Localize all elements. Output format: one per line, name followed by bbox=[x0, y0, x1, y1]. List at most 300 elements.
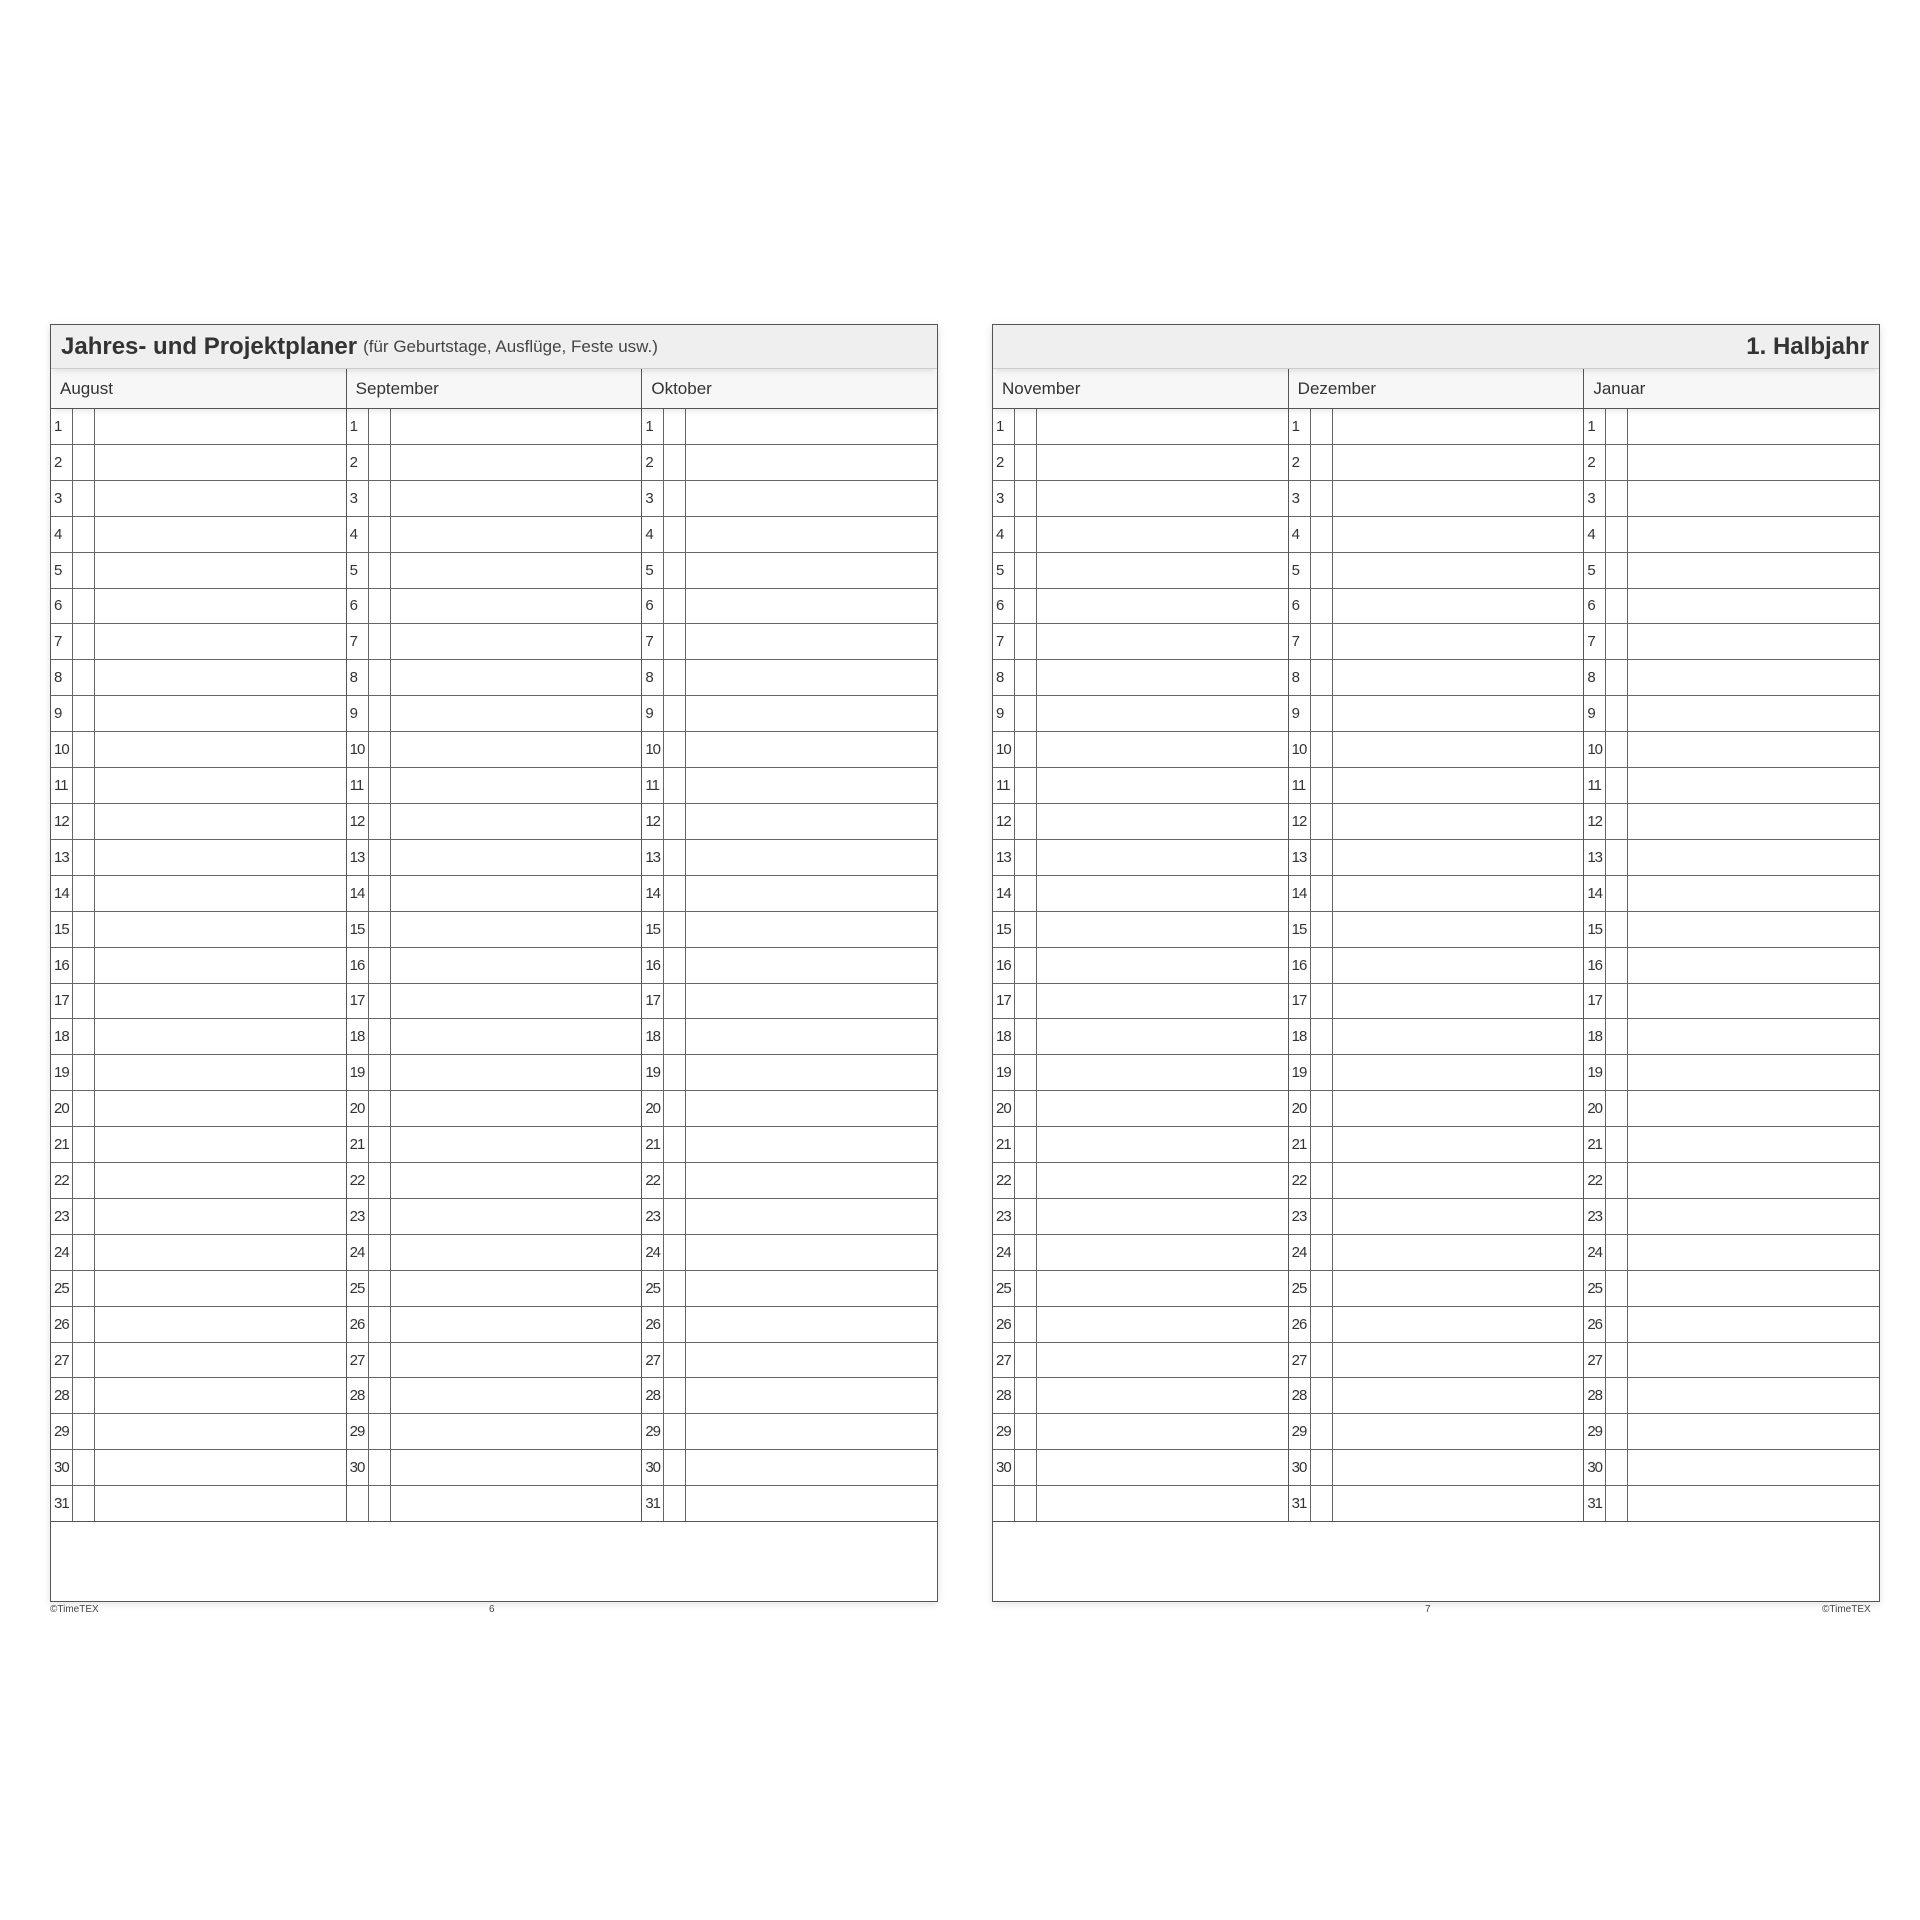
entry-cell[interactable] bbox=[1037, 660, 1288, 695]
entry-cell[interactable] bbox=[95, 1271, 346, 1306]
entry-cell[interactable] bbox=[1628, 1486, 1879, 1521]
weekday-cell[interactable] bbox=[73, 1055, 95, 1090]
weekday-cell[interactable] bbox=[664, 768, 686, 803]
entry-cell[interactable] bbox=[1333, 1378, 1584, 1413]
entry-cell[interactable] bbox=[1333, 445, 1584, 480]
weekday-cell[interactable] bbox=[1015, 589, 1037, 624]
entry-cell[interactable] bbox=[1037, 553, 1288, 588]
weekday-cell[interactable] bbox=[1015, 984, 1037, 1019]
weekday-cell[interactable] bbox=[73, 1307, 95, 1342]
weekday-cell[interactable] bbox=[1606, 517, 1628, 552]
weekday-cell[interactable] bbox=[1015, 1343, 1037, 1378]
entry-cell[interactable] bbox=[1628, 624, 1879, 659]
weekday-cell[interactable] bbox=[664, 1055, 686, 1090]
entry-cell[interactable] bbox=[686, 696, 937, 731]
weekday-cell[interactable] bbox=[1311, 1414, 1333, 1449]
entry-cell[interactable] bbox=[686, 660, 937, 695]
weekday-cell[interactable] bbox=[1015, 624, 1037, 659]
weekday-cell[interactable] bbox=[369, 1235, 391, 1270]
weekday-cell[interactable] bbox=[73, 1163, 95, 1198]
weekday-cell[interactable] bbox=[1606, 624, 1628, 659]
entry-cell[interactable] bbox=[1333, 517, 1584, 552]
entry-cell[interactable] bbox=[1037, 1019, 1288, 1054]
weekday-cell[interactable] bbox=[1015, 732, 1037, 767]
weekday-cell[interactable] bbox=[1015, 948, 1037, 983]
weekday-cell[interactable] bbox=[369, 1127, 391, 1162]
weekday-cell[interactable] bbox=[1606, 660, 1628, 695]
entry-cell[interactable] bbox=[1628, 984, 1879, 1019]
entry-cell[interactable] bbox=[1333, 1343, 1584, 1378]
weekday-cell[interactable] bbox=[664, 1378, 686, 1413]
entry-cell[interactable] bbox=[1333, 1271, 1584, 1306]
entry-cell[interactable] bbox=[686, 840, 937, 875]
weekday-cell[interactable] bbox=[369, 624, 391, 659]
entry-cell[interactable] bbox=[95, 589, 346, 624]
weekday-cell[interactable] bbox=[1606, 840, 1628, 875]
weekday-cell[interactable] bbox=[1606, 1343, 1628, 1378]
weekday-cell[interactable] bbox=[1015, 1414, 1037, 1449]
weekday-cell[interactable] bbox=[664, 876, 686, 911]
entry-cell[interactable] bbox=[686, 1199, 937, 1234]
weekday-cell[interactable] bbox=[1311, 1378, 1333, 1413]
entry-cell[interactable] bbox=[1333, 553, 1584, 588]
weekday-cell[interactable] bbox=[1606, 876, 1628, 911]
weekday-cell[interactable] bbox=[1015, 409, 1037, 444]
entry-cell[interactable] bbox=[391, 1019, 642, 1054]
entry-cell[interactable] bbox=[1037, 409, 1288, 444]
entry-cell[interactable] bbox=[686, 1343, 937, 1378]
weekday-cell[interactable] bbox=[1606, 481, 1628, 516]
entry-cell[interactable] bbox=[686, 912, 937, 947]
weekday-cell[interactable] bbox=[1311, 1055, 1333, 1090]
entry-cell[interactable] bbox=[391, 732, 642, 767]
weekday-cell[interactable] bbox=[73, 589, 95, 624]
weekday-cell[interactable] bbox=[664, 1307, 686, 1342]
entry-cell[interactable] bbox=[391, 1091, 642, 1126]
entry-cell[interactable] bbox=[95, 804, 346, 839]
notes-area[interactable] bbox=[993, 1522, 1879, 1601]
weekday-cell[interactable] bbox=[664, 912, 686, 947]
entry-cell[interactable] bbox=[1333, 804, 1584, 839]
entry-cell[interactable] bbox=[391, 1414, 642, 1449]
weekday-cell[interactable] bbox=[369, 804, 391, 839]
entry-cell[interactable] bbox=[1037, 1343, 1288, 1378]
weekday-cell[interactable] bbox=[73, 984, 95, 1019]
weekday-cell[interactable] bbox=[1606, 984, 1628, 1019]
weekday-cell[interactable] bbox=[664, 589, 686, 624]
entry-cell[interactable] bbox=[95, 1343, 346, 1378]
entry-cell[interactable] bbox=[1333, 660, 1584, 695]
weekday-cell[interactable] bbox=[1311, 1450, 1333, 1485]
weekday-cell[interactable] bbox=[664, 804, 686, 839]
entry-cell[interactable] bbox=[1333, 984, 1584, 1019]
weekday-cell[interactable] bbox=[1606, 1486, 1628, 1521]
weekday-cell[interactable] bbox=[73, 1378, 95, 1413]
weekday-cell[interactable] bbox=[1311, 409, 1333, 444]
entry-cell[interactable] bbox=[1333, 696, 1584, 731]
weekday-cell[interactable] bbox=[73, 1343, 95, 1378]
entry-cell[interactable] bbox=[95, 1055, 346, 1090]
entry-cell[interactable] bbox=[1628, 1199, 1879, 1234]
weekday-cell[interactable] bbox=[1311, 1235, 1333, 1270]
entry-cell[interactable] bbox=[1037, 445, 1288, 480]
weekday-cell[interactable] bbox=[1311, 624, 1333, 659]
entry-cell[interactable] bbox=[95, 1378, 346, 1413]
weekday-cell[interactable] bbox=[369, 481, 391, 516]
weekday-cell[interactable] bbox=[73, 1019, 95, 1054]
entry-cell[interactable] bbox=[686, 1091, 937, 1126]
entry-cell[interactable] bbox=[1037, 481, 1288, 516]
entry-cell[interactable] bbox=[1628, 732, 1879, 767]
weekday-cell[interactable] bbox=[1015, 876, 1037, 911]
entry-cell[interactable] bbox=[1333, 948, 1584, 983]
entry-cell[interactable] bbox=[686, 1378, 937, 1413]
entry-cell[interactable] bbox=[391, 876, 642, 911]
weekday-cell[interactable] bbox=[369, 517, 391, 552]
entry-cell[interactable] bbox=[686, 1235, 937, 1270]
weekday-cell[interactable] bbox=[1311, 589, 1333, 624]
entry-cell[interactable] bbox=[1628, 696, 1879, 731]
entry-cell[interactable] bbox=[391, 481, 642, 516]
entry-cell[interactable] bbox=[95, 984, 346, 1019]
entry-cell[interactable] bbox=[686, 732, 937, 767]
weekday-cell[interactable] bbox=[369, 1414, 391, 1449]
weekday-cell[interactable] bbox=[1015, 1271, 1037, 1306]
entry-cell[interactable] bbox=[686, 409, 937, 444]
weekday-cell[interactable] bbox=[369, 768, 391, 803]
weekday-cell[interactable] bbox=[1311, 517, 1333, 552]
weekday-cell[interactable] bbox=[664, 696, 686, 731]
weekday-cell[interactable] bbox=[1606, 912, 1628, 947]
entry-cell[interactable] bbox=[1037, 517, 1288, 552]
weekday-cell[interactable] bbox=[369, 445, 391, 480]
entry-cell[interactable] bbox=[391, 517, 642, 552]
weekday-cell[interactable] bbox=[73, 768, 95, 803]
weekday-cell[interactable] bbox=[1015, 1019, 1037, 1054]
weekday-cell[interactable] bbox=[1606, 1163, 1628, 1198]
entry-cell[interactable] bbox=[686, 445, 937, 480]
weekday-cell[interactable] bbox=[369, 1019, 391, 1054]
weekday-cell[interactable] bbox=[1311, 1486, 1333, 1521]
entry-cell[interactable] bbox=[1333, 481, 1584, 516]
entry-cell[interactable] bbox=[1037, 804, 1288, 839]
weekday-cell[interactable] bbox=[1606, 1127, 1628, 1162]
entry-cell[interactable] bbox=[1037, 696, 1288, 731]
entry-cell[interactable] bbox=[1037, 589, 1288, 624]
weekday-cell[interactable] bbox=[664, 409, 686, 444]
weekday-cell[interactable] bbox=[664, 732, 686, 767]
weekday-cell[interactable] bbox=[1311, 1343, 1333, 1378]
weekday-cell[interactable] bbox=[369, 660, 391, 695]
entry-cell[interactable] bbox=[391, 984, 642, 1019]
entry-cell[interactable] bbox=[391, 1271, 642, 1306]
weekday-cell[interactable] bbox=[369, 1450, 391, 1485]
entry-cell[interactable] bbox=[1628, 409, 1879, 444]
weekday-cell[interactable] bbox=[1606, 1235, 1628, 1270]
entry-cell[interactable] bbox=[1333, 1307, 1584, 1342]
entry-cell[interactable] bbox=[391, 1378, 642, 1413]
entry-cell[interactable] bbox=[95, 876, 346, 911]
entry-cell[interactable] bbox=[95, 660, 346, 695]
weekday-cell[interactable] bbox=[1606, 1378, 1628, 1413]
weekday-cell[interactable] bbox=[1015, 1235, 1037, 1270]
entry-cell[interactable] bbox=[95, 481, 346, 516]
weekday-cell[interactable] bbox=[1015, 481, 1037, 516]
weekday-cell[interactable] bbox=[1606, 409, 1628, 444]
entry-cell[interactable] bbox=[95, 696, 346, 731]
entry-cell[interactable] bbox=[1037, 1450, 1288, 1485]
weekday-cell[interactable] bbox=[369, 1091, 391, 1126]
weekday-cell[interactable] bbox=[73, 517, 95, 552]
weekday-cell[interactable] bbox=[664, 1486, 686, 1521]
weekday-cell[interactable] bbox=[1015, 840, 1037, 875]
weekday-cell[interactable] bbox=[664, 984, 686, 1019]
weekday-cell[interactable] bbox=[369, 1199, 391, 1234]
weekday-cell[interactable] bbox=[1311, 984, 1333, 1019]
entry-cell[interactable] bbox=[686, 589, 937, 624]
entry-cell[interactable] bbox=[1628, 553, 1879, 588]
weekday-cell[interactable] bbox=[369, 553, 391, 588]
entry-cell[interactable] bbox=[1037, 1271, 1288, 1306]
entry-cell[interactable] bbox=[1628, 1450, 1879, 1485]
weekday-cell[interactable] bbox=[1606, 1091, 1628, 1126]
entry-cell[interactable] bbox=[95, 912, 346, 947]
entry-cell[interactable] bbox=[1628, 1271, 1879, 1306]
weekday-cell[interactable] bbox=[1311, 840, 1333, 875]
entry-cell[interactable] bbox=[686, 517, 937, 552]
entry-cell[interactable] bbox=[1037, 1378, 1288, 1413]
entry-cell[interactable] bbox=[391, 1199, 642, 1234]
weekday-cell[interactable] bbox=[664, 1091, 686, 1126]
entry-cell[interactable] bbox=[686, 1271, 937, 1306]
weekday-cell[interactable] bbox=[73, 1199, 95, 1234]
entry-cell[interactable] bbox=[391, 840, 642, 875]
weekday-cell[interactable] bbox=[664, 553, 686, 588]
weekday-cell[interactable] bbox=[1311, 948, 1333, 983]
weekday-cell[interactable] bbox=[73, 553, 95, 588]
entry-cell[interactable] bbox=[1628, 876, 1879, 911]
entry-cell[interactable] bbox=[95, 553, 346, 588]
entry-cell[interactable] bbox=[1628, 660, 1879, 695]
weekday-cell[interactable] bbox=[1015, 517, 1037, 552]
entry-cell[interactable] bbox=[1628, 517, 1879, 552]
entry-cell[interactable] bbox=[1628, 1307, 1879, 1342]
weekday-cell[interactable] bbox=[664, 1343, 686, 1378]
weekday-cell[interactable] bbox=[73, 1486, 95, 1521]
weekday-cell[interactable] bbox=[73, 1414, 95, 1449]
entry-cell[interactable] bbox=[95, 1414, 346, 1449]
weekday-cell[interactable] bbox=[369, 1307, 391, 1342]
entry-cell[interactable] bbox=[686, 984, 937, 1019]
weekday-cell[interactable] bbox=[664, 445, 686, 480]
entry-cell[interactable] bbox=[391, 696, 642, 731]
entry-cell[interactable] bbox=[95, 445, 346, 480]
entry-cell[interactable] bbox=[1037, 876, 1288, 911]
weekday-cell[interactable] bbox=[73, 1127, 95, 1162]
weekday-cell[interactable] bbox=[73, 660, 95, 695]
weekday-cell[interactable] bbox=[73, 948, 95, 983]
weekday-cell[interactable] bbox=[1606, 1055, 1628, 1090]
entry-cell[interactable] bbox=[1333, 1019, 1584, 1054]
weekday-cell[interactable] bbox=[73, 1091, 95, 1126]
weekday-cell[interactable] bbox=[664, 1127, 686, 1162]
weekday-cell[interactable] bbox=[73, 1271, 95, 1306]
weekday-cell[interactable] bbox=[664, 1163, 686, 1198]
entry-cell[interactable] bbox=[686, 1163, 937, 1198]
weekday-cell[interactable] bbox=[1015, 445, 1037, 480]
weekday-cell[interactable] bbox=[73, 481, 95, 516]
entry-cell[interactable] bbox=[686, 1307, 937, 1342]
weekday-cell[interactable] bbox=[73, 1450, 95, 1485]
entry-cell[interactable] bbox=[1628, 1163, 1879, 1198]
entry-cell[interactable] bbox=[1628, 1055, 1879, 1090]
entry-cell[interactable] bbox=[1037, 1199, 1288, 1234]
weekday-cell[interactable] bbox=[664, 517, 686, 552]
entry-cell[interactable] bbox=[1037, 948, 1288, 983]
weekday-cell[interactable] bbox=[1015, 1055, 1037, 1090]
weekday-cell[interactable] bbox=[1015, 912, 1037, 947]
entry-cell[interactable] bbox=[1628, 1235, 1879, 1270]
weekday-cell[interactable] bbox=[1311, 553, 1333, 588]
entry-cell[interactable] bbox=[686, 1127, 937, 1162]
entry-cell[interactable] bbox=[1333, 1486, 1584, 1521]
weekday-cell[interactable] bbox=[369, 912, 391, 947]
weekday-cell[interactable] bbox=[1606, 732, 1628, 767]
entry-cell[interactable] bbox=[686, 1019, 937, 1054]
entry-cell[interactable] bbox=[1037, 1486, 1288, 1521]
entry-cell[interactable] bbox=[391, 445, 642, 480]
entry-cell[interactable] bbox=[95, 948, 346, 983]
entry-cell[interactable] bbox=[391, 1486, 642, 1521]
entry-cell[interactable] bbox=[1037, 912, 1288, 947]
entry-cell[interactable] bbox=[686, 1055, 937, 1090]
weekday-cell[interactable] bbox=[369, 876, 391, 911]
weekday-cell[interactable] bbox=[369, 1486, 391, 1521]
entry-cell[interactable] bbox=[95, 1163, 346, 1198]
entry-cell[interactable] bbox=[1333, 912, 1584, 947]
entry-cell[interactable] bbox=[1037, 984, 1288, 1019]
weekday-cell[interactable] bbox=[1606, 768, 1628, 803]
entry-cell[interactable] bbox=[95, 624, 346, 659]
entry-cell[interactable] bbox=[1628, 445, 1879, 480]
entry-cell[interactable] bbox=[391, 1127, 642, 1162]
weekday-cell[interactable] bbox=[1606, 1307, 1628, 1342]
entry-cell[interactable] bbox=[1628, 948, 1879, 983]
weekday-cell[interactable] bbox=[369, 1055, 391, 1090]
weekday-cell[interactable] bbox=[1311, 1199, 1333, 1234]
weekday-cell[interactable] bbox=[1311, 445, 1333, 480]
entry-cell[interactable] bbox=[391, 553, 642, 588]
entry-cell[interactable] bbox=[1628, 589, 1879, 624]
weekday-cell[interactable] bbox=[1015, 1307, 1037, 1342]
weekday-cell[interactable] bbox=[1311, 1271, 1333, 1306]
entry-cell[interactable] bbox=[95, 1450, 346, 1485]
weekday-cell[interactable] bbox=[664, 624, 686, 659]
entry-cell[interactable] bbox=[1628, 1343, 1879, 1378]
weekday-cell[interactable] bbox=[369, 409, 391, 444]
entry-cell[interactable] bbox=[95, 768, 346, 803]
entry-cell[interactable] bbox=[391, 912, 642, 947]
entry-cell[interactable] bbox=[686, 948, 937, 983]
weekday-cell[interactable] bbox=[1311, 1019, 1333, 1054]
weekday-cell[interactable] bbox=[369, 1163, 391, 1198]
entry-cell[interactable] bbox=[1333, 409, 1584, 444]
entry-cell[interactable] bbox=[391, 1055, 642, 1090]
weekday-cell[interactable] bbox=[369, 948, 391, 983]
entry-cell[interactable] bbox=[391, 804, 642, 839]
weekday-cell[interactable] bbox=[73, 445, 95, 480]
weekday-cell[interactable] bbox=[664, 1235, 686, 1270]
entry-cell[interactable] bbox=[1628, 1019, 1879, 1054]
weekday-cell[interactable] bbox=[664, 1019, 686, 1054]
weekday-cell[interactable] bbox=[1015, 1486, 1037, 1521]
entry-cell[interactable] bbox=[1037, 1307, 1288, 1342]
weekday-cell[interactable] bbox=[73, 732, 95, 767]
weekday-cell[interactable] bbox=[1311, 804, 1333, 839]
weekday-cell[interactable] bbox=[1015, 1127, 1037, 1162]
weekday-cell[interactable] bbox=[1311, 876, 1333, 911]
weekday-cell[interactable] bbox=[1606, 553, 1628, 588]
weekday-cell[interactable] bbox=[369, 984, 391, 1019]
entry-cell[interactable] bbox=[1628, 1127, 1879, 1162]
weekday-cell[interactable] bbox=[1311, 1163, 1333, 1198]
entry-cell[interactable] bbox=[1037, 840, 1288, 875]
weekday-cell[interactable] bbox=[1606, 696, 1628, 731]
weekday-cell[interactable] bbox=[73, 912, 95, 947]
entry-cell[interactable] bbox=[686, 1486, 937, 1521]
weekday-cell[interactable] bbox=[369, 840, 391, 875]
weekday-cell[interactable] bbox=[1311, 1307, 1333, 1342]
entry-cell[interactable] bbox=[686, 804, 937, 839]
weekday-cell[interactable] bbox=[1015, 553, 1037, 588]
entry-cell[interactable] bbox=[686, 1414, 937, 1449]
entry-cell[interactable] bbox=[391, 409, 642, 444]
weekday-cell[interactable] bbox=[1606, 948, 1628, 983]
weekday-cell[interactable] bbox=[1015, 1163, 1037, 1198]
entry-cell[interactable] bbox=[391, 660, 642, 695]
entry-cell[interactable] bbox=[1628, 481, 1879, 516]
entry-cell[interactable] bbox=[391, 1343, 642, 1378]
weekday-cell[interactable] bbox=[1311, 768, 1333, 803]
entry-cell[interactable] bbox=[1037, 768, 1288, 803]
weekday-cell[interactable] bbox=[369, 1271, 391, 1306]
weekday-cell[interactable] bbox=[1311, 1091, 1333, 1126]
weekday-cell[interactable] bbox=[1606, 804, 1628, 839]
weekday-cell[interactable] bbox=[1015, 1450, 1037, 1485]
entry-cell[interactable] bbox=[391, 1235, 642, 1270]
weekday-cell[interactable] bbox=[73, 624, 95, 659]
entry-cell[interactable] bbox=[686, 624, 937, 659]
entry-cell[interactable] bbox=[1628, 1414, 1879, 1449]
weekday-cell[interactable] bbox=[1311, 732, 1333, 767]
entry-cell[interactable] bbox=[686, 481, 937, 516]
weekday-cell[interactable] bbox=[1606, 1450, 1628, 1485]
entry-cell[interactable] bbox=[1333, 624, 1584, 659]
entry-cell[interactable] bbox=[95, 732, 346, 767]
entry-cell[interactable] bbox=[1333, 1163, 1584, 1198]
entry-cell[interactable] bbox=[1333, 589, 1584, 624]
weekday-cell[interactable] bbox=[1015, 1091, 1037, 1126]
entry-cell[interactable] bbox=[1333, 768, 1584, 803]
entry-cell[interactable] bbox=[1037, 732, 1288, 767]
entry-cell[interactable] bbox=[1037, 1414, 1288, 1449]
entry-cell[interactable] bbox=[1333, 876, 1584, 911]
entry-cell[interactable] bbox=[95, 1091, 346, 1126]
entry-cell[interactable] bbox=[391, 948, 642, 983]
weekday-cell[interactable] bbox=[664, 660, 686, 695]
entry-cell[interactable] bbox=[95, 1019, 346, 1054]
entry-cell[interactable] bbox=[391, 768, 642, 803]
